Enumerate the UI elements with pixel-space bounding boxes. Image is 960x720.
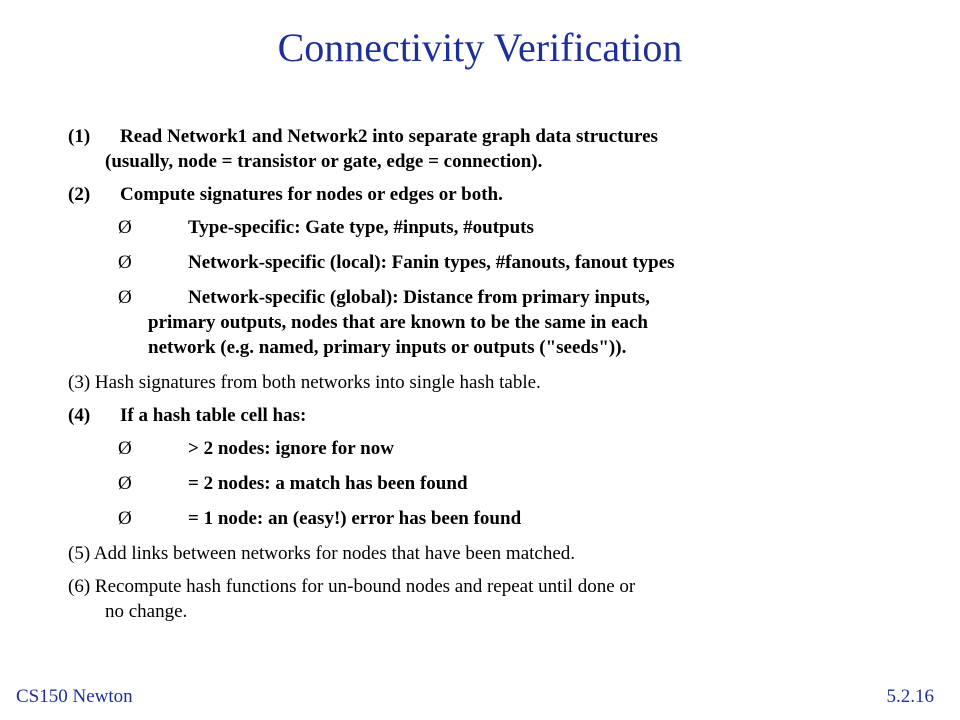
list-item-5: [68, 541, 908, 566]
footer-slide-number: 5.2.16: [886, 686, 934, 707]
slide-body: [68, 124, 908, 632]
sub-item: [68, 436, 908, 461]
item-text: If a hash table cell has:: [120, 405, 307, 426]
item-text: (6) Recompute hash functions for un-bound nodes and repeat until done or: [68, 576, 636, 597]
arrow-bullet-icon: Ø: [118, 438, 132, 459]
item-number: (2): [68, 184, 91, 205]
item-text: (5) Add links between networks for nodes that have been matched.: [68, 543, 576, 564]
arrow-bullet-icon: Ø: [118, 217, 132, 238]
item-text: Read Network1 and Network2 into separate graph data structures: [120, 126, 658, 147]
sub-item-text: = 1 node: an (easy!) error has been found: [188, 508, 522, 529]
footer-course: CS150 Newton: [16, 686, 133, 707]
list-item-3: [68, 370, 908, 395]
sub-item-text: = 2 nodes: a match has been found: [188, 473, 468, 494]
list-item-1: [68, 124, 908, 174]
sub-item-text-continued: network (e.g. named, primary inputs or outputs ("seeds")).: [148, 337, 627, 358]
item-text: (3) Hash signatures from both networks into single hash table.: [68, 372, 541, 393]
list-item-4: [68, 403, 908, 428]
sub-item: [68, 250, 908, 275]
sub-item: [68, 215, 908, 240]
sub-item-text: Type-specific: Gate type, #inputs, #outputs: [188, 217, 534, 238]
page-title: Connectivity Verification: [277, 25, 683, 70]
item-text-continued: (usually, node = transistor or gate, edge = connection).: [105, 151, 543, 172]
arrow-bullet-icon: Ø: [118, 473, 132, 494]
arrow-bullet-icon: Ø: [118, 508, 132, 529]
sub-item-text-continued: primary outputs, nodes that are known to be the same in each: [148, 312, 649, 333]
sub-item: [68, 285, 908, 360]
arrow-bullet-icon: Ø: [118, 287, 132, 308]
item-text-continued: no change.: [105, 601, 188, 622]
sub-item: [68, 471, 908, 496]
item-number: (1): [68, 126, 91, 147]
item-text: Compute signatures for nodes or edges or both.: [120, 184, 503, 205]
list-item-2: [68, 182, 908, 207]
sub-item-text: > 2 nodes: ignore for now: [188, 438, 394, 459]
sub-item-text: Network-specific (global): Distance from primary inputs,: [188, 287, 650, 308]
sub-item-text: Network-specific (local): Fanin types, #fanouts, fanout types: [188, 252, 675, 273]
item-number: (4): [68, 405, 91, 426]
list-item-6: [68, 574, 908, 624]
sub-item: [68, 506, 908, 531]
arrow-bullet-icon: Ø: [118, 252, 132, 273]
